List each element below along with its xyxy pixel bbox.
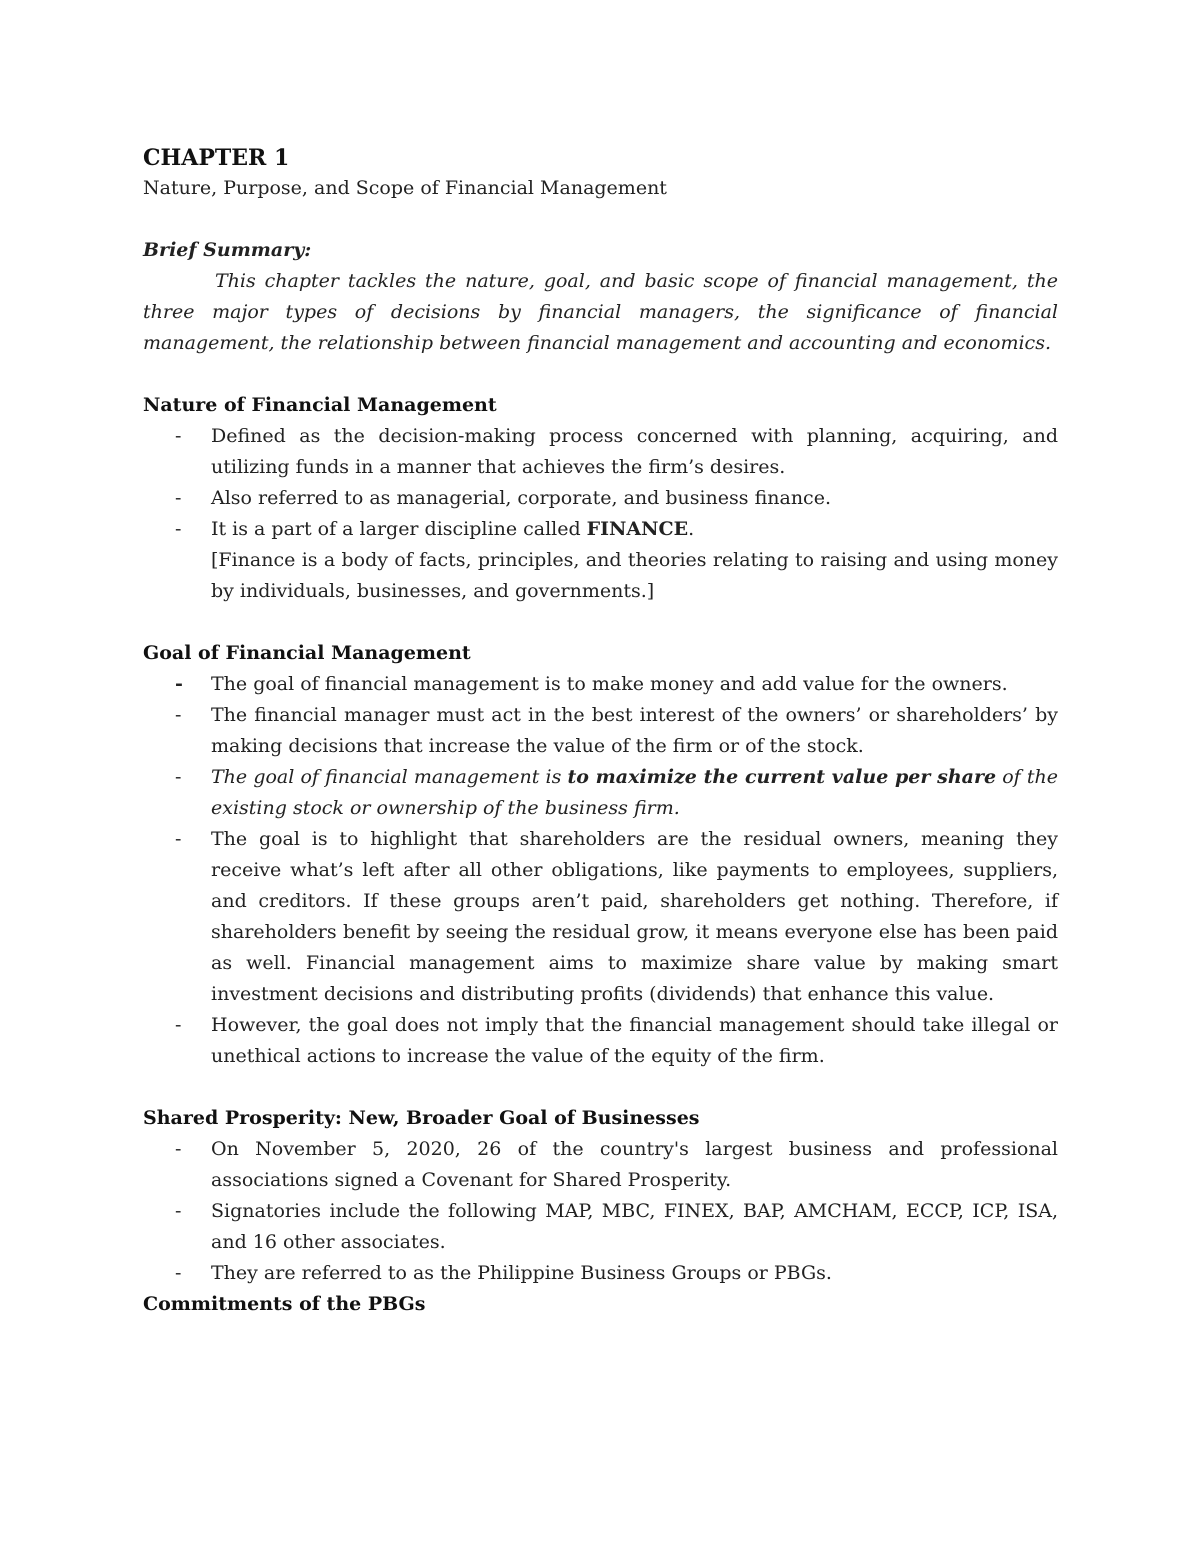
- list-item-text: The goal of financial management is to make money and add value for the owners.: [211, 673, 1008, 695]
- chapter-title: CHAPTER 1: [143, 145, 290, 171]
- goal-list: [143, 669, 1058, 1072]
- bullet-dash: -: [175, 704, 182, 726]
- list-item-text: The financial manager must act in the best interest of the owners’ or shareholders’ by making decisions that increase the value of the firm or of the stock.: [211, 704, 1058, 757]
- bullet-dash: -: [175, 1262, 182, 1284]
- list-item-text: The goal is to highlight that shareholders are the residual owners, meaning they receive what’s left after all other obligations, like payments to employees, suppliers, and creditors. If these groups aren’t paid, shareholders get nothing. Therefore, if shareholders benefit by seeing the residual grow, it means everyone else has been paid as well. Financial management aims to maximize share value by making smart investment decisions and distributing profits (dividends) that enhance this value.: [211, 828, 1058, 1005]
- list-item: [143, 669, 1058, 700]
- list-item-text: They are referred to as the Philippine Business Groups or PBGs.: [211, 1262, 832, 1284]
- bullet-dash: -: [175, 425, 182, 447]
- list-item-text-suffix: .: [688, 518, 695, 540]
- list-item-text: Defined as the decision-making process concerned with planning, acquiring, and utilizing funds in a manner that achieves the firm’s desires.: [211, 425, 1058, 478]
- list-item-text-suffix: of the existing stock or ownership of the business firm.: [211, 766, 1058, 819]
- list-item-text: Signatories include the following MAP, MBC, FINEX, BAP, AMCHAM, ECCP, ICP, ISA, and 16 other associates.: [211, 1200, 1058, 1253]
- list-item-text: Also referred to as managerial, corporate, and business finance.: [211, 487, 831, 509]
- list-item-text: On November 5, 2020, 26 of the country's largest business and professional associations signed a Covenant for Shared Prosperity.: [211, 1138, 1058, 1191]
- shared-prosperity-heading: Shared Prosperity: New, Broader Goal of Businesses: [143, 1107, 700, 1129]
- goal-heading: Goal of Financial Management: [143, 642, 471, 664]
- bullet-dash: -: [175, 673, 183, 695]
- list-item: [143, 1196, 1058, 1258]
- bullet-dash: -: [175, 1200, 182, 1222]
- chapter-subtitle: Nature, Purpose, and Scope of Financial Management: [143, 177, 667, 199]
- finance-term: FINANCE: [586, 518, 689, 540]
- list-item-text-prefix: The goal of financial management is: [211, 766, 568, 788]
- nature-list: [143, 421, 1058, 607]
- list-item: [143, 1134, 1058, 1196]
- commitments-heading: Commitments of the PBGs: [143, 1293, 426, 1315]
- nature-heading: Nature of Financial Management: [143, 394, 497, 416]
- bullet-dash: -: [175, 487, 182, 509]
- list-item-text-prefix: It is a part of a larger discipline called: [211, 518, 587, 540]
- summary-heading: Brief Summary:: [143, 239, 312, 261]
- goal-emphasis: to maximize the current value per share: [567, 766, 997, 788]
- bullet-dash: -: [175, 518, 182, 540]
- summary-text: This chapter tackles the nature, goal, and basic scope of financial management, the three major types of decisions by financial managers, the significance of financial management, the relationship between financial management and accounting and economics.: [143, 270, 1058, 354]
- list-item: [143, 514, 1058, 607]
- list-item: [143, 1258, 1058, 1289]
- shared-prosperity-list: [143, 1134, 1058, 1289]
- list-item: [143, 483, 1058, 514]
- finance-definition-note: [Finance is a body of facts, principles, and theories relating to raising and using money by individuals, businesses, and governments.]: [211, 549, 1058, 602]
- list-item: [143, 421, 1058, 483]
- bullet-dash: -: [175, 828, 182, 850]
- list-item: [143, 824, 1058, 1010]
- bullet-dash: -: [175, 1014, 182, 1036]
- list-item: [143, 1010, 1058, 1072]
- list-item: [143, 700, 1058, 762]
- bullet-dash: -: [175, 766, 182, 788]
- bullet-dash: -: [175, 1138, 182, 1160]
- list-item: [143, 762, 1058, 824]
- list-item-text: However, the goal does not imply that the financial management should take illegal or unethical actions to increase the value of the equity of the firm.: [211, 1014, 1058, 1067]
- document-page: [143, 143, 1058, 1320]
